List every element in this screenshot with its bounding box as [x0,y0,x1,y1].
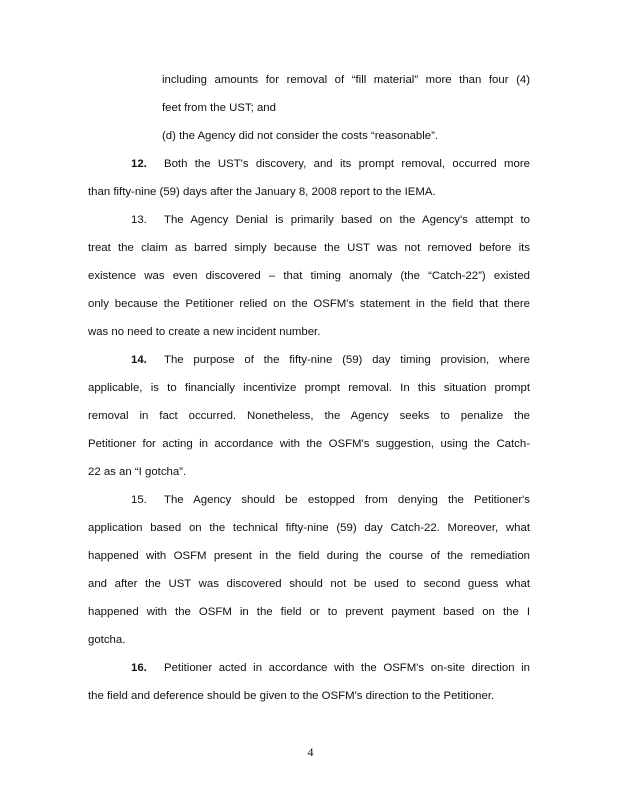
page-number: 4 [307,745,314,759]
paragraph-13-line-5: was no need to create a new incident number. [88,326,321,338]
paragraph-15-line-6: gotcha. [88,634,126,646]
paragraph-14-line-5: 22 as an “I gotcha”. [88,466,187,478]
paragraph-13-line-4: only because the Petitioner relied on the OSFM's statement in the field that there [88,298,530,310]
paragraph-15-line-5: happened with the OSFM in the field or to prevent payment based on the I [88,606,530,618]
paragraph-14-line-4: Petitioner for acting in accordance with the OSFM's suggestion, using the Catch- [88,438,530,450]
paragraph-14-line-2: applicable, is to financially incentivize prompt removal. In this situation prompt [88,382,530,394]
item-d-line-1: (d) the Agency did not consider the costs “reasonable”. [162,130,439,142]
paragraph-15-line-1: The Agency should be estopped from denying the Petitioner's [164,494,530,506]
paragraph-12-line-2: than fifty-nine (59) days after the January 8, 2008 report to the IEMA. [88,186,436,198]
paragraph-15-number: 15. [131,494,147,506]
paragraph-13-number: 13. [131,214,147,226]
paragraph-14-line-3: removal in fact occurred. Nonetheless, the Agency seeks to penalize the [88,410,530,422]
paragraph-13-line-1: The Agency Denial is primarily based on the Agency's attempt to [164,214,530,226]
item-c-line-2: feet from the UST; and [162,102,276,114]
paragraph-16-number: 16. [131,662,147,674]
item-c-line-1: including amounts for removal of “fill material” more than four (4) [162,74,530,86]
paragraph-14-line-1: The purpose of the fifty-nine (59) day timing provision, where [164,354,530,366]
paragraph-13-line-2: treat the claim as barred simply because the UST was not removed before its [88,242,530,254]
paragraph-14-number: 14. [131,354,147,366]
paragraph-12-number: 12. [131,158,147,170]
paragraph-13-line-3: existence was even discovered – that timing anomaly (the “Catch-22”) existed [88,270,530,282]
paragraph-15-line-3: happened with OSFM present in the field during the course of the remediation [88,550,530,562]
paragraph-16-line-1: Petitioner acted in accordance with the OSFM's on-site direction in [164,662,530,674]
paragraph-15-line-2: application based on the technical fifty-nine (59) day Catch-22. Moreover, what [88,522,530,534]
paragraph-15-line-4: and after the UST was discovered should not be used to second guess what [88,578,530,590]
paragraph-16-line-2: the field and deference should be given to the OSFM's direction to the Petitioner. [88,690,495,702]
paragraph-12-line-1: Both the UST's discovery, and its prompt removal, occurred more [164,158,530,170]
